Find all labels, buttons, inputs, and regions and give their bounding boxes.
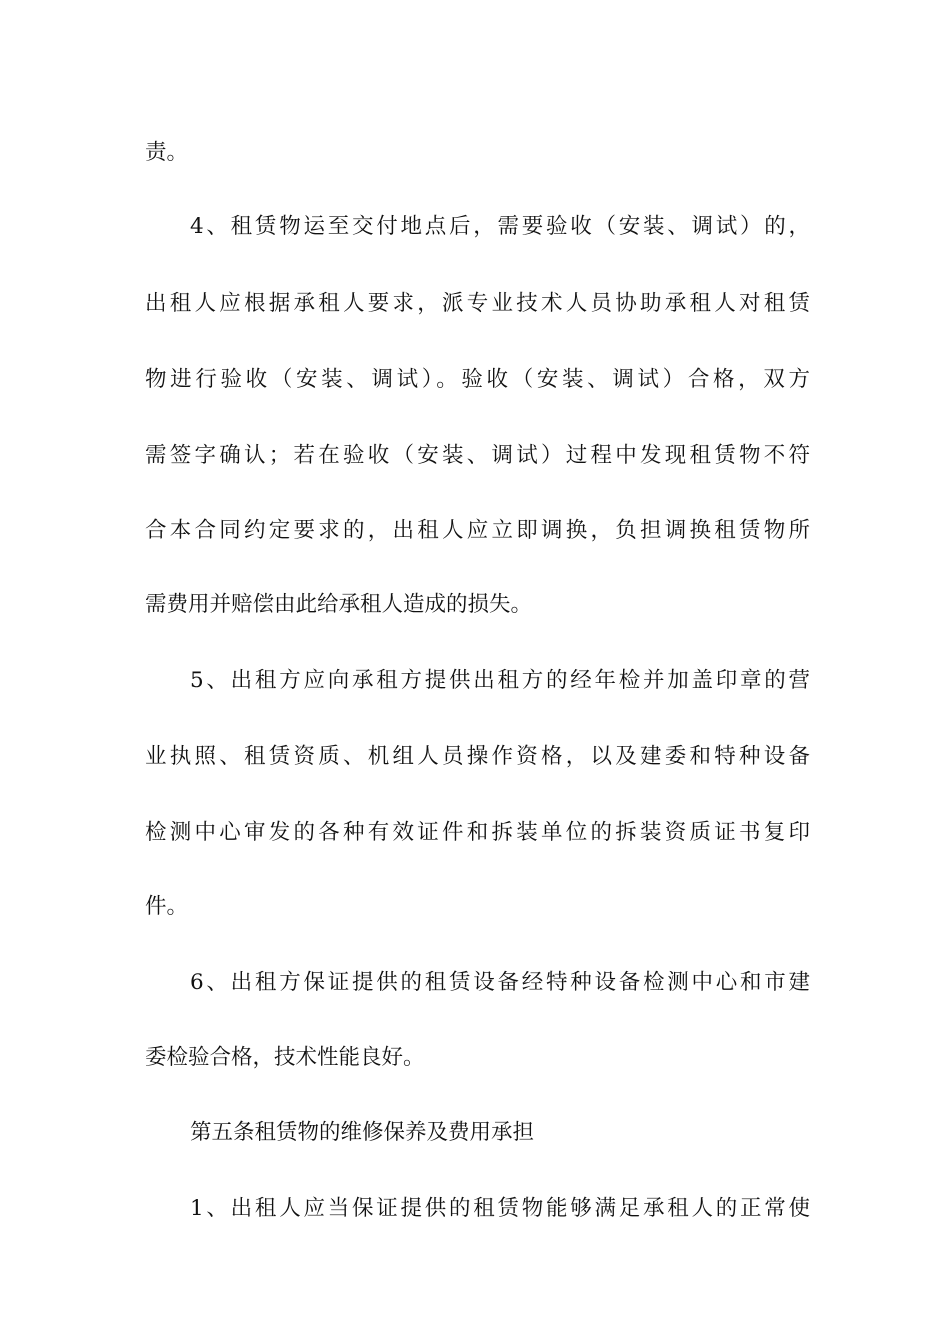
text-line: 需签字确认；若在验收（安装、调试）过程中发现租赁物不符 (145, 443, 810, 468)
paragraph-1-start: 1、出租人应当保证提供的租赁物能够满足承租人的正常使 (190, 1196, 810, 1221)
text-line: 出租人应根据承租人要求，派专业技术人员协助承租人对租赁 (145, 291, 810, 316)
paragraph-5-start: 5、出租方应向承租方提供出租方的经年检并加盖印章的营 (190, 668, 810, 693)
paragraph-6-start: 6、出租方保证提供的租赁设备经特种设备检测中心和市建 (190, 970, 810, 995)
text-line: 需费用并赔偿由此给承租人造成的损失。 (145, 592, 533, 617)
text-line: 合本合同约定要求的，出租人应立即调换，负担调换租赁物所 (145, 518, 810, 543)
paragraph-4-start: 4、租赁物运至交付地点后，需要验收（安装、调试）的， (190, 214, 810, 239)
text-line: 责。 (145, 140, 189, 165)
section-heading: 第五条租赁物的维修保养及费用承担 (190, 1120, 535, 1145)
text-line: 业执照、租赁资质、机组人员操作资格，以及建委和特种设备 (145, 744, 810, 769)
text-line: 委检验合格，技术性能良好。 (145, 1045, 425, 1070)
text-line: 物进行验收（安装、调试）。验收（安装、调试）合格，双方 (145, 367, 810, 392)
text-line: 检测中心审发的各种有效证件和拆装单位的拆装资质证书复印 (145, 820, 810, 845)
text-line: 件。 (145, 894, 189, 919)
